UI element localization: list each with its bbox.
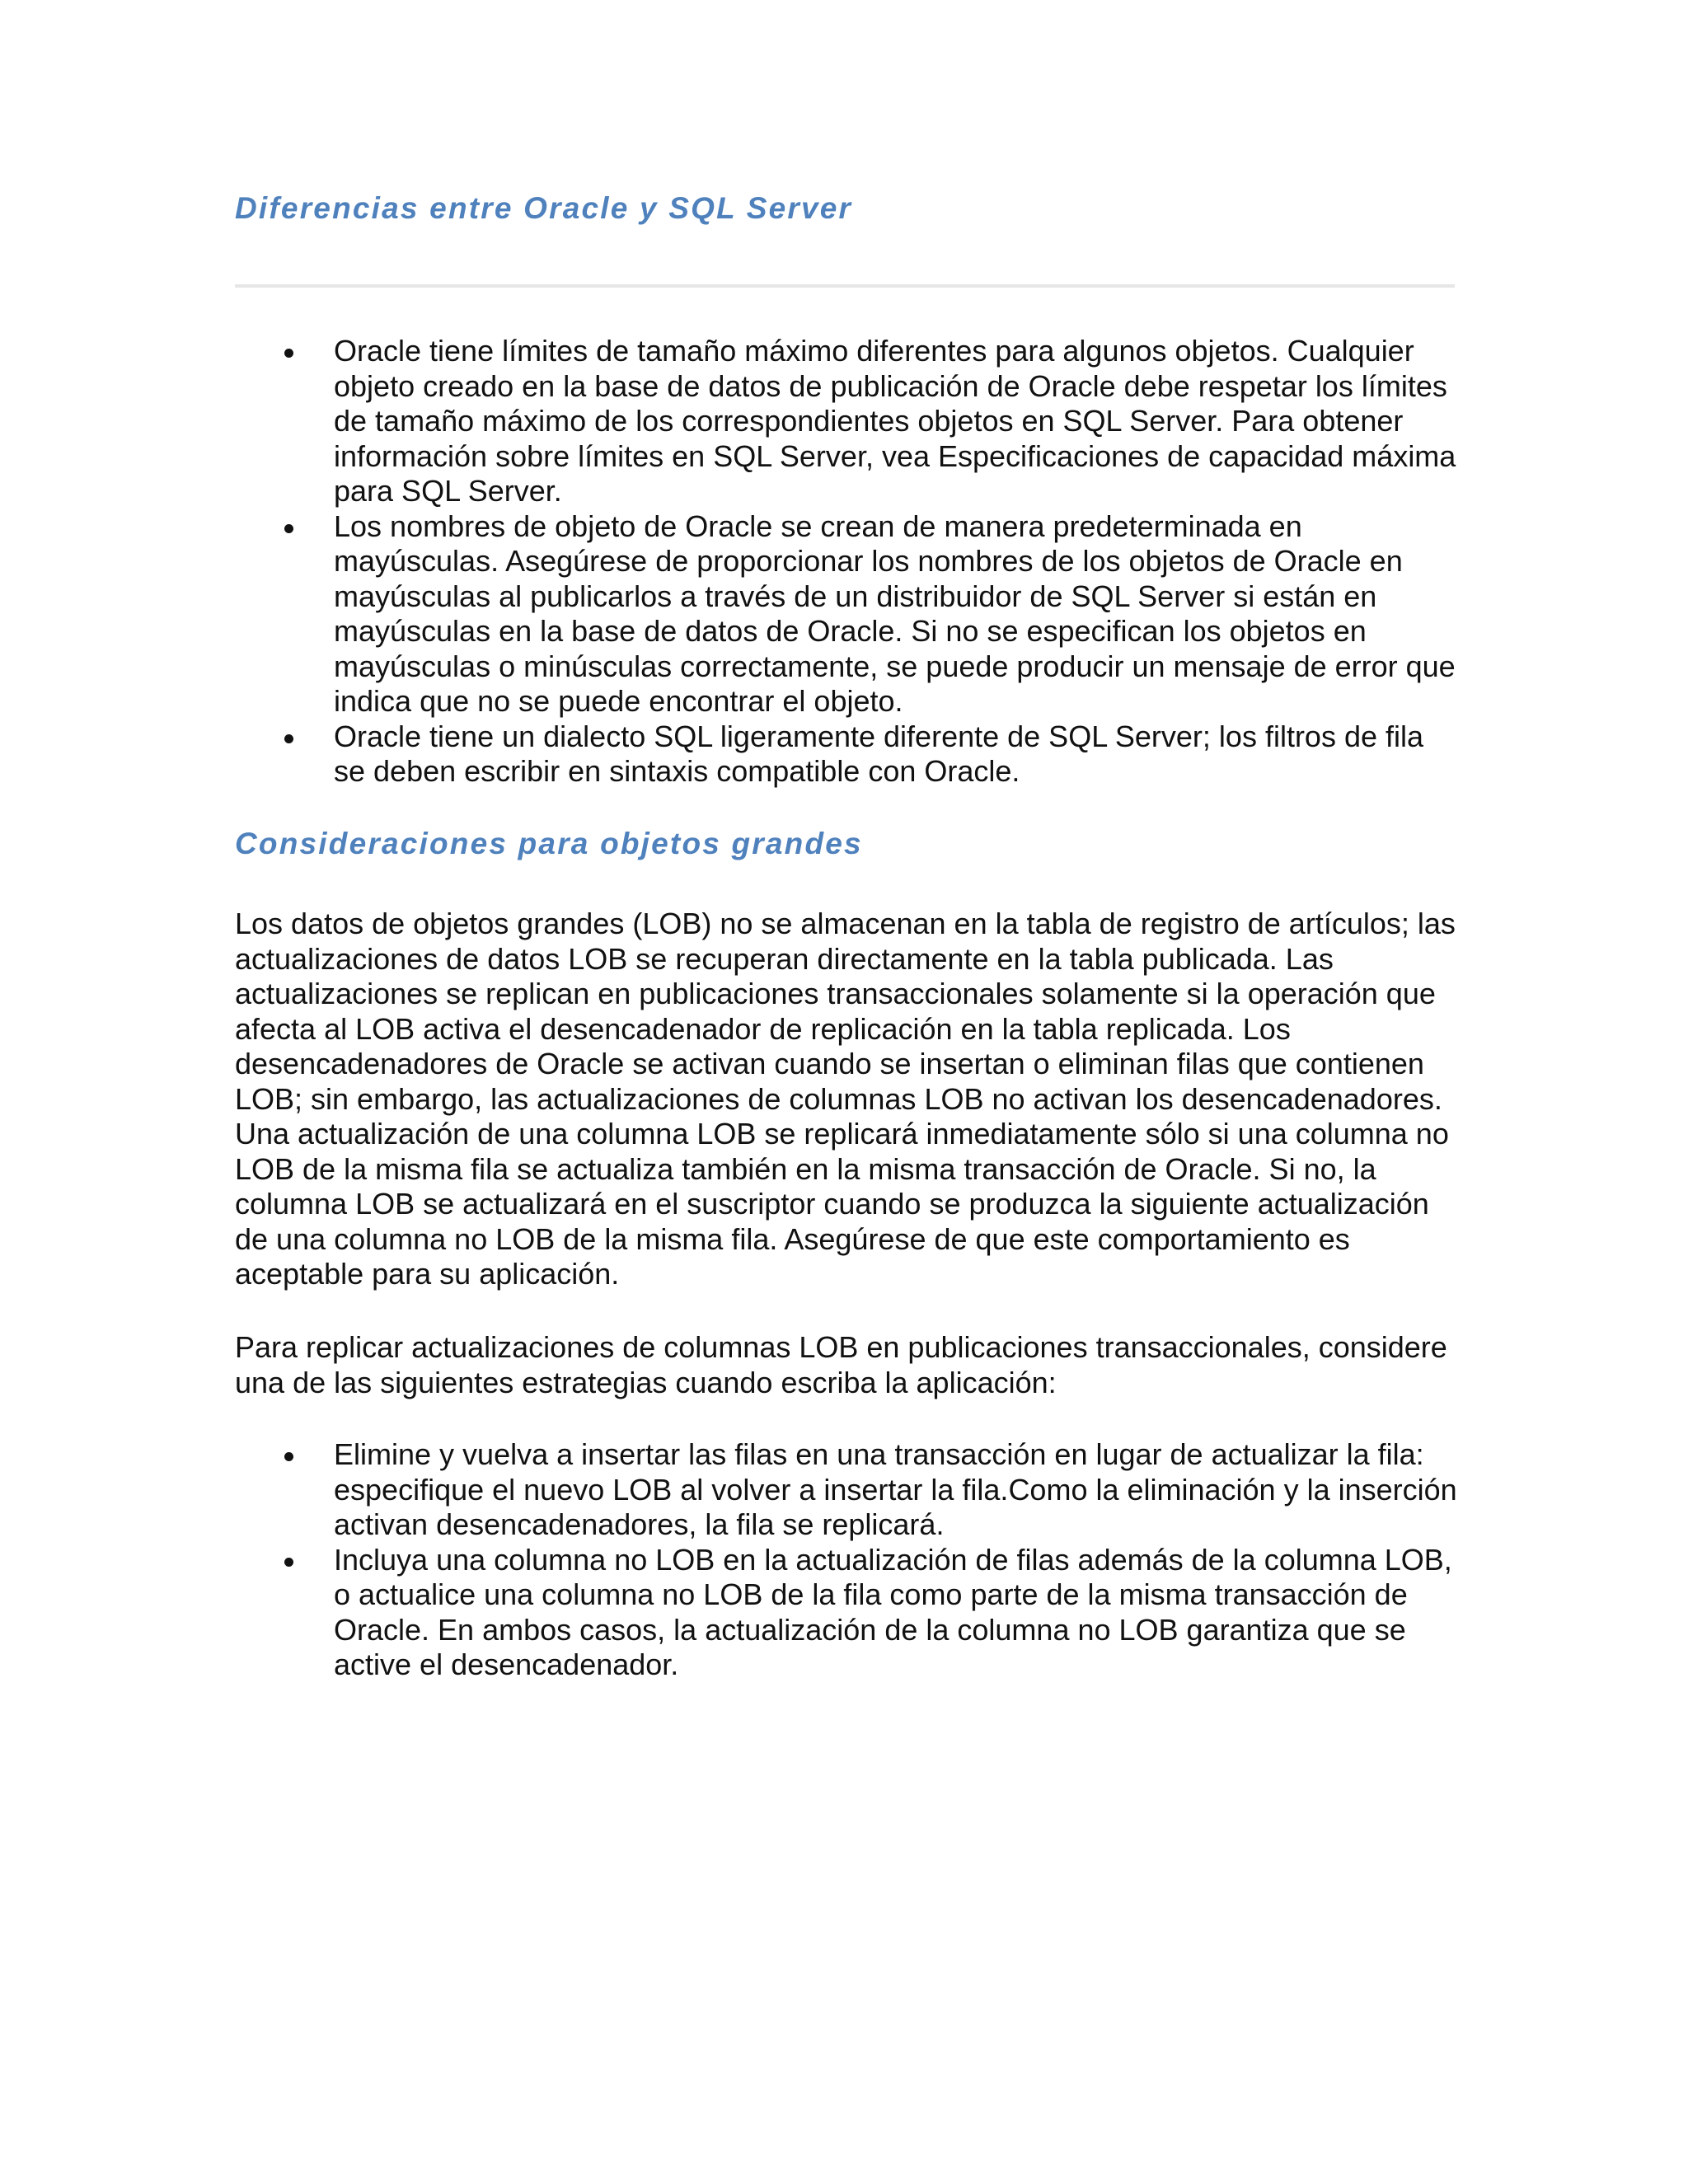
bullet-icon — [284, 349, 293, 358]
list-item — [235, 1437, 1459, 1543]
heading-divider — [235, 284, 1455, 288]
list-item — [235, 334, 1459, 509]
strategies-intro-paragraph: Para replicar actualizaciones de columnas LOB en publicaciones transaccionales, considere una de las siguientes estrategias cuando escriba la aplicación: — [235, 1330, 1447, 1399]
list-item — [235, 1543, 1459, 1683]
differences-list — [235, 334, 1455, 790]
list-item — [235, 719, 1459, 790]
list-item-text: Los nombres de objeto de Oracle se crean de manera predeterminada en mayúsculas. Asegúrese de proporcionar los nombres de los objetos de Oracle en mayúsculas al publicarlos a través de un distribuidor de SQL Server si están en mayúsculas en la base de datos de Oracle. Si no se especifican los objetos en mayúsculas o minúsculas correctamente, se puede producir un mensaje de error que indica que no se puede encontrar el objeto. — [334, 509, 1456, 718]
bullet-icon — [284, 524, 293, 533]
list-item-text: Elimine y vuelva a insertar las filas en una transacción en lugar de actualizar la fila: especifique el nuevo LOB al volver a insertar la fila.Como la eliminación y la inserción activan desencadenadores, la fila se replicará. — [334, 1437, 1457, 1541]
bullet-icon — [284, 1452, 293, 1461]
lob-paragraph: Los datos de objetos grandes (LOB) no se almacenan en la tabla de registro de artículos; las actualizaciones de datos LOB se recuperan directamente en la tabla publicada. Las actualizaciones se replican en publicaciones transaccionales solamente si la operación que afecta al LOB activa el desencadenador de replicación en la tabla replicada. Los desencadenadores de Oracle se activan cuando se insertan o eliminan filas que contienen LOB; sin embargo, las actualizaciones de columnas LOB no activan los desencadenadores. Una actualización de una columna LOB se replicará inmediatamente sólo si una columna no LOB de la misma fila se actualiza también en la misma transacción de Oracle. Si no, la columna LOB se actualizará en el suscriptor cuando se produzca la siguiente actualización de una columna no LOB de la misma fila. Asegúrese de que este comportamiento es aceptable para su aplicación. — [235, 907, 1456, 1291]
list-item-text: Oracle tiene límites de tamaño máximo diferentes para algunos objetos. Cualquier objeto creado en la base de datos de publicación de Oracle debe respetar los límites de tamaño máximo de los correspondientes objetos en SQL Server. Para obtener información sobre límites en SQL Server, vea Especificaciones de capacidad máxima para SQL Server. — [334, 334, 1456, 508]
strategies-list — [235, 1437, 1455, 1683]
bullet-icon — [284, 1558, 293, 1567]
section-heading-large-objects: Consideraciones para objetos grandes — [235, 827, 863, 860]
list-item-text: Incluya una columna no LOB en la actualización de filas además de la columna LOB, o actualice una columna no LOB de la fila como parte de la misma transacción de Oracle. En ambos casos, la actualización de la columna no LOB garantiza que se active el desencadenador. — [334, 1542, 1452, 1681]
list-item-text: Oracle tiene un dialecto SQL ligeramente diferente de SQL Server; los filtros de fila se deben escribir en sintaxis compatible con Oracle. — [334, 719, 1424, 788]
list-item — [235, 509, 1459, 719]
section-heading-oracle-sql-differences: Diferencias entre Oracle y SQL Server — [235, 191, 853, 225]
bullet-icon — [284, 734, 293, 743]
